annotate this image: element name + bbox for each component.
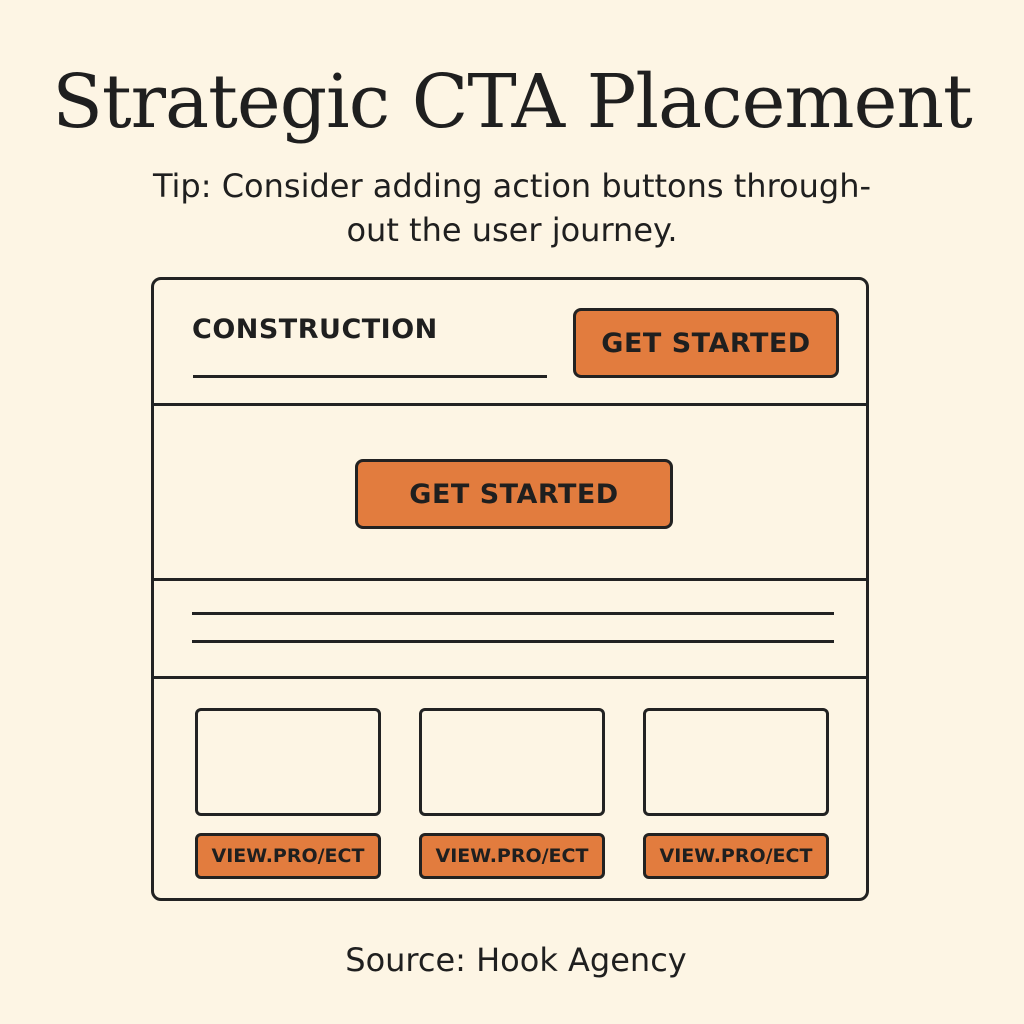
text-divider bbox=[154, 676, 866, 679]
project-card-1 bbox=[195, 708, 381, 816]
brand-name: CONSTRUCTION bbox=[192, 314, 438, 345]
header-get-started-button[interactable]: GET STARTED bbox=[573, 308, 839, 378]
hero-divider bbox=[154, 578, 866, 581]
project-card-2 bbox=[419, 708, 605, 816]
text-line bbox=[192, 640, 834, 643]
source-credit: Source: Hook Agency bbox=[345, 941, 687, 979]
hero-get-started-button[interactable]: GET STARTED bbox=[355, 459, 673, 529]
tip-line-2: out the user journey. bbox=[346, 211, 678, 249]
text-line bbox=[192, 612, 834, 615]
view-project-button-2[interactable]: VIEW.PRO/ECT bbox=[419, 833, 605, 879]
website-mockup bbox=[151, 277, 869, 901]
view-project-button-1[interactable]: VIEW.PRO/ECT bbox=[195, 833, 381, 879]
diagram-title: Strategic CTA Placement bbox=[52, 59, 972, 145]
brand-underline bbox=[193, 375, 547, 378]
project-card-3 bbox=[643, 708, 829, 816]
tip-text bbox=[0, 164, 1024, 252]
header-divider bbox=[154, 403, 866, 406]
view-project-button-3[interactable]: VIEW.PRO/ECT bbox=[643, 833, 829, 879]
tip-line-1: Tip: Consider adding action buttons through- bbox=[152, 167, 872, 205]
